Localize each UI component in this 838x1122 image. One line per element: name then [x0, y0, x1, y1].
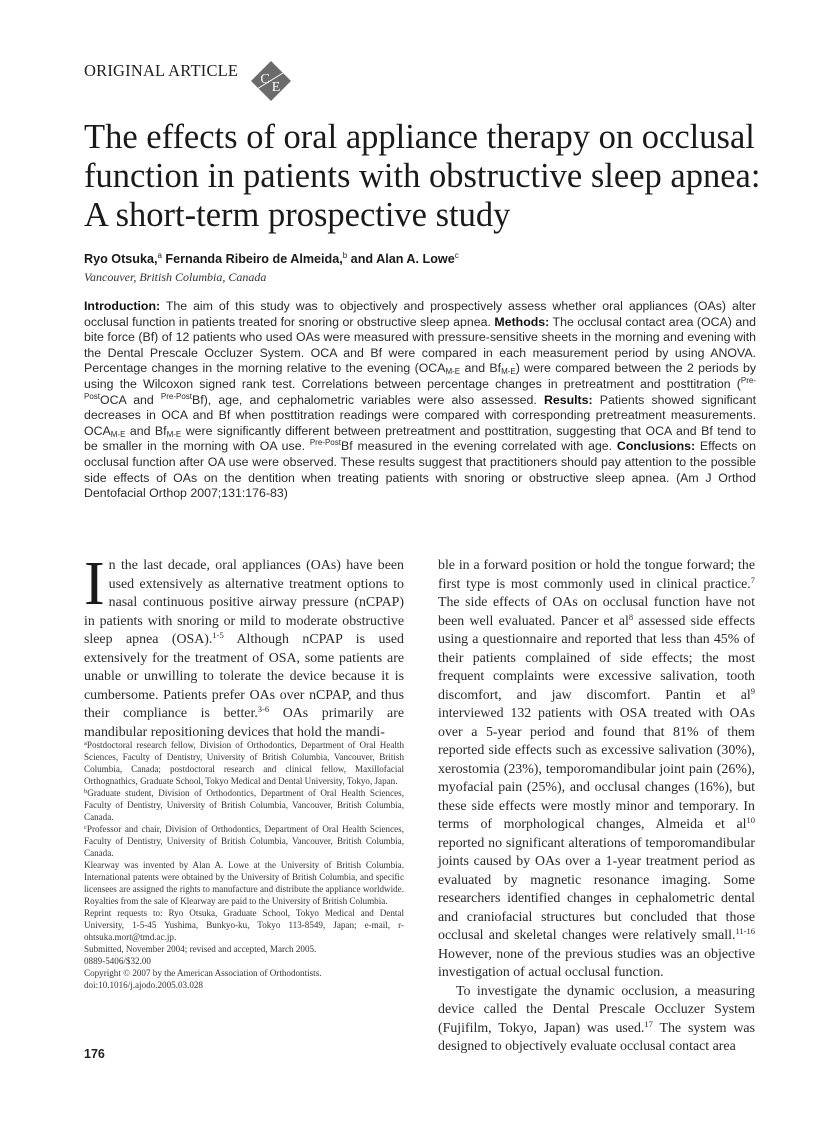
paragraph-text: n the last decade, oral appliances (OAs) have been used extensively as alternative treatment options to nasal continuous positive airway pressure (nCPAP) in patients with snoring or mild to moderate obstructive sleep apnea (OSA).: [84, 558, 404, 647]
drop-cap: I: [84, 550, 105, 618]
footnote-marker: c: [84, 824, 87, 831]
subscript: M-E: [445, 367, 461, 377]
paragraph-text: reported no significant alterations of temporomandibular joints caused by OAs over a 1-year treatment period as evaluated by magnetic resonance imaging. Some researchers identified changes in cephalometric dental and craniofacial structures but concluded that those occlusal and skeletal changes were relatively small.: [438, 835, 755, 943]
footnote-submitted: Submitted, November 2004; revised and accepted, March 2005.: [84, 944, 317, 954]
badge-letter-c: C: [260, 72, 270, 87]
citation-ref: 11-16: [735, 926, 755, 936]
footnote-marker: b: [84, 788, 88, 795]
abstract-results-text: Bf measured in the evening correlated with age.: [340, 439, 617, 454]
author-3-sup: c: [454, 251, 459, 260]
subscript: M-E: [166, 429, 182, 439]
paragraph-text: The system was designed to objectively evaluate occlusal contact area: [438, 1020, 755, 1054]
abstract-results-label: Results:: [543, 392, 593, 407]
article-type-label: ORIGINAL ARTICLE: [84, 61, 239, 80]
author-2: Fernanda Ribeiro de Almeida,: [161, 252, 343, 266]
paragraph-text: assessed side effects using a questionnaire and reported that less than 45% of their patients complained of side effects; the most frequent complaints were excessive salivation, tooth discomfort, and jaw discomfort. Pantin et al: [438, 613, 755, 703]
footnotes: [84, 739, 404, 991]
ce-badge-logo: [250, 60, 292, 102]
author-2-sup: b: [342, 251, 348, 260]
paragraph-text: interviewed 132 patients with OSA treated with OAs over a 5-year period and found that 81% of them reported side effects such as excessive salivation (30%), xerostomia (23%), temporomandibular joint pain (26%), myofacial pain (25%), and occlusal changes (16%), but these side effects were mostly minor and temporary. In terms of morphological changes, Almeida et al: [438, 706, 755, 832]
abstract-conclusions-text: Effects on occlusal function after OA use were observed. These results suggest that practitioners should pay attention to the possible side effects of OAs on the dentition when treating patients with snoring or obstructive sleep apnea. (Am J Orthod Dentofacial Orthop 2007;131:176-83): [84, 439, 756, 501]
paragraph-text: The side effects of OAs on occlusal function have not been well evaluated. Pancer et al: [438, 595, 755, 629]
footnote-reprint: Reprint requests to: Ryo Otsuka, Graduate School, Tokyo Medical and Dental University, 1-5-45 Yushima, Bunkyo-ku, Tokyo 113-8549, Japan; e-mail, r-ohtsuka.mort@tmd.ac.jp.: [84, 908, 404, 942]
abstract-methods-text: Bf), age, and cephalometric variables were also assessed.: [192, 392, 544, 407]
paragraph-text: Although nCPAP is used extensively for the treatment of OSA, some patients are unable or unwilling to tolerate the device because it is cumbersome. Patients prefer OAs over nCPAP, and thus their compliance is better.: [84, 632, 404, 721]
abstract-methods-text: and Bf: [460, 361, 502, 376]
superscript: Pre-Post: [84, 375, 756, 401]
footnote-klearway: Klearway was invented by Alan A. Lowe at the University of British Columbia. International patents were obtained by the University of British Columbia, and specific licensees are assigned the rights to manufacture and distribute the appliance worldwide. Royalties from the sale of Klearway are paid to the University of British Columbia.: [84, 860, 404, 906]
footnote-text: Graduate student, Division of Orthodontics, Department of Oral Health Sciences, Faculty of Dentistry, University of British Columbia, Vancouver, British Columbia, Canada.: [84, 788, 404, 822]
superscript: Pre-Post: [160, 391, 193, 401]
footnote-b: [84, 787, 404, 823]
abstract-conclusions-label: Conclusions:: [616, 439, 696, 454]
body-paragraph: [438, 983, 755, 1057]
abstract-methods-label: Methods:: [494, 314, 550, 329]
footnote-text: Professor and chair, Division of Orthodontics, Department of Oral Health Sciences, Faculty of Dentistry, University of British Columbia, Vancouver, British Columbia, Canada.: [84, 824, 404, 858]
body-column-left: [84, 550, 404, 742]
citation-ref: 17: [644, 1018, 653, 1029]
abstract-results-text: were significantly different between pretreatment and posttitration, suggesting that OCA and Bf tend to be smaller in the morning with OA use.: [84, 423, 756, 454]
abstract-results-text: Patients showed significant decreases in OCA and Bf when posttitration readings were compared with corresponding pretreatment measurements. OCA: [84, 392, 757, 438]
author-1: Ryo Otsuka,: [84, 252, 158, 266]
footnote-doi: doi:10.1016/j.ajodo.2005.03.028: [84, 980, 203, 990]
author-line: [84, 252, 459, 266]
superscript: Pre-Post: [309, 438, 341, 448]
body-paragraph: [438, 557, 755, 983]
citation-ref: 3-6: [257, 704, 270, 714]
citation-ref: 7: [750, 574, 755, 585]
intro-paragraph: [84, 550, 404, 742]
subscript: M-E: [501, 367, 516, 377]
paragraph-text: OAs primarily are mandibular repositioning devices that hold the mandi-: [84, 706, 404, 740]
author-affiliation: Vancouver, British Columbia, Canada: [84, 270, 267, 284]
footnote-issn: 0889-5406/$32.00: [84, 956, 151, 966]
footnote-a: [84, 739, 404, 787]
author-3: and Alan A. Lowe: [347, 252, 455, 266]
citation-ref: 9: [750, 685, 755, 696]
abstract-methods-text: OCA and: [100, 392, 161, 407]
abstract-intro-text: The aim of this study was to objectively and prospectively assess whether oral appliances (OAs) alter occlusal function in patients treated for snoring or obstructive sleep apnea.: [84, 299, 756, 329]
footnote-c: [84, 823, 404, 859]
footnote-text: Postdoctoral research fellow, Division of Orthodontics, Department of Oral Health Sciences, Faculty of Dentistry, University of British Columbia, Vancouver, British Columbia, Canada; postdoctoral research and clinical fellow, Maxillofacial Orthognathics, Graduate School, Tokyo Medical and Dental University, Tokyo, Japan.: [84, 740, 404, 786]
paragraph-text: However, none of the previous studies was an objective investigation of actual occlusal function.: [438, 946, 755, 980]
abstract-methods-text: ) were compared between the 2 periods by using the Wilcoxon signed rank test. Correlations between percentage changes in pretreatment and posttitration (: [84, 361, 756, 391]
abstract-methods-text: The occlusal contact area (OCA) and bite force (Bf) of 12 patients who used OAs were measured with pressure-sensitive sheets in the morning and evening with the Dental Prescale Occluzer System. OCA and Bf were compared in each measurement period by using ANOVA. Percentage changes in the morning relative to the evening (OCA: [84, 314, 756, 376]
body-column-right: [438, 557, 755, 1057]
article-title: The effects of oral appliance therapy on occlusal function in patients with obstructive sleep apnea: A short-term prospective study: [84, 118, 761, 234]
page-number: 176: [84, 1047, 105, 1061]
citation-ref: 10: [746, 815, 755, 825]
citation-ref: 1-5: [212, 630, 224, 640]
footnote-marker: a: [84, 740, 87, 747]
abstract-results-text: and Bf: [125, 423, 167, 438]
paragraph-text: To investigate the dynamic occlusion, a measuring device called the Dental Prescale Occluzer System (Fujifilm, Tokyo, Japan) was used.: [438, 983, 755, 1036]
citation-ref: 8: [628, 611, 634, 622]
abstract-intro-label: Introduction:: [84, 299, 161, 313]
paragraph-text: ble in a forward position or hold the tongue forward; the first type is most commonly used in clinical practice.: [438, 558, 755, 592]
author-1-sup: a: [157, 251, 162, 260]
badge-letter-e: E: [271, 80, 281, 95]
footnote-copyright: Copyright © 2007 by the American Association of Orthodontists.: [84, 968, 322, 978]
abstract: [84, 299, 756, 502]
subscript: M-E: [110, 429, 126, 439]
